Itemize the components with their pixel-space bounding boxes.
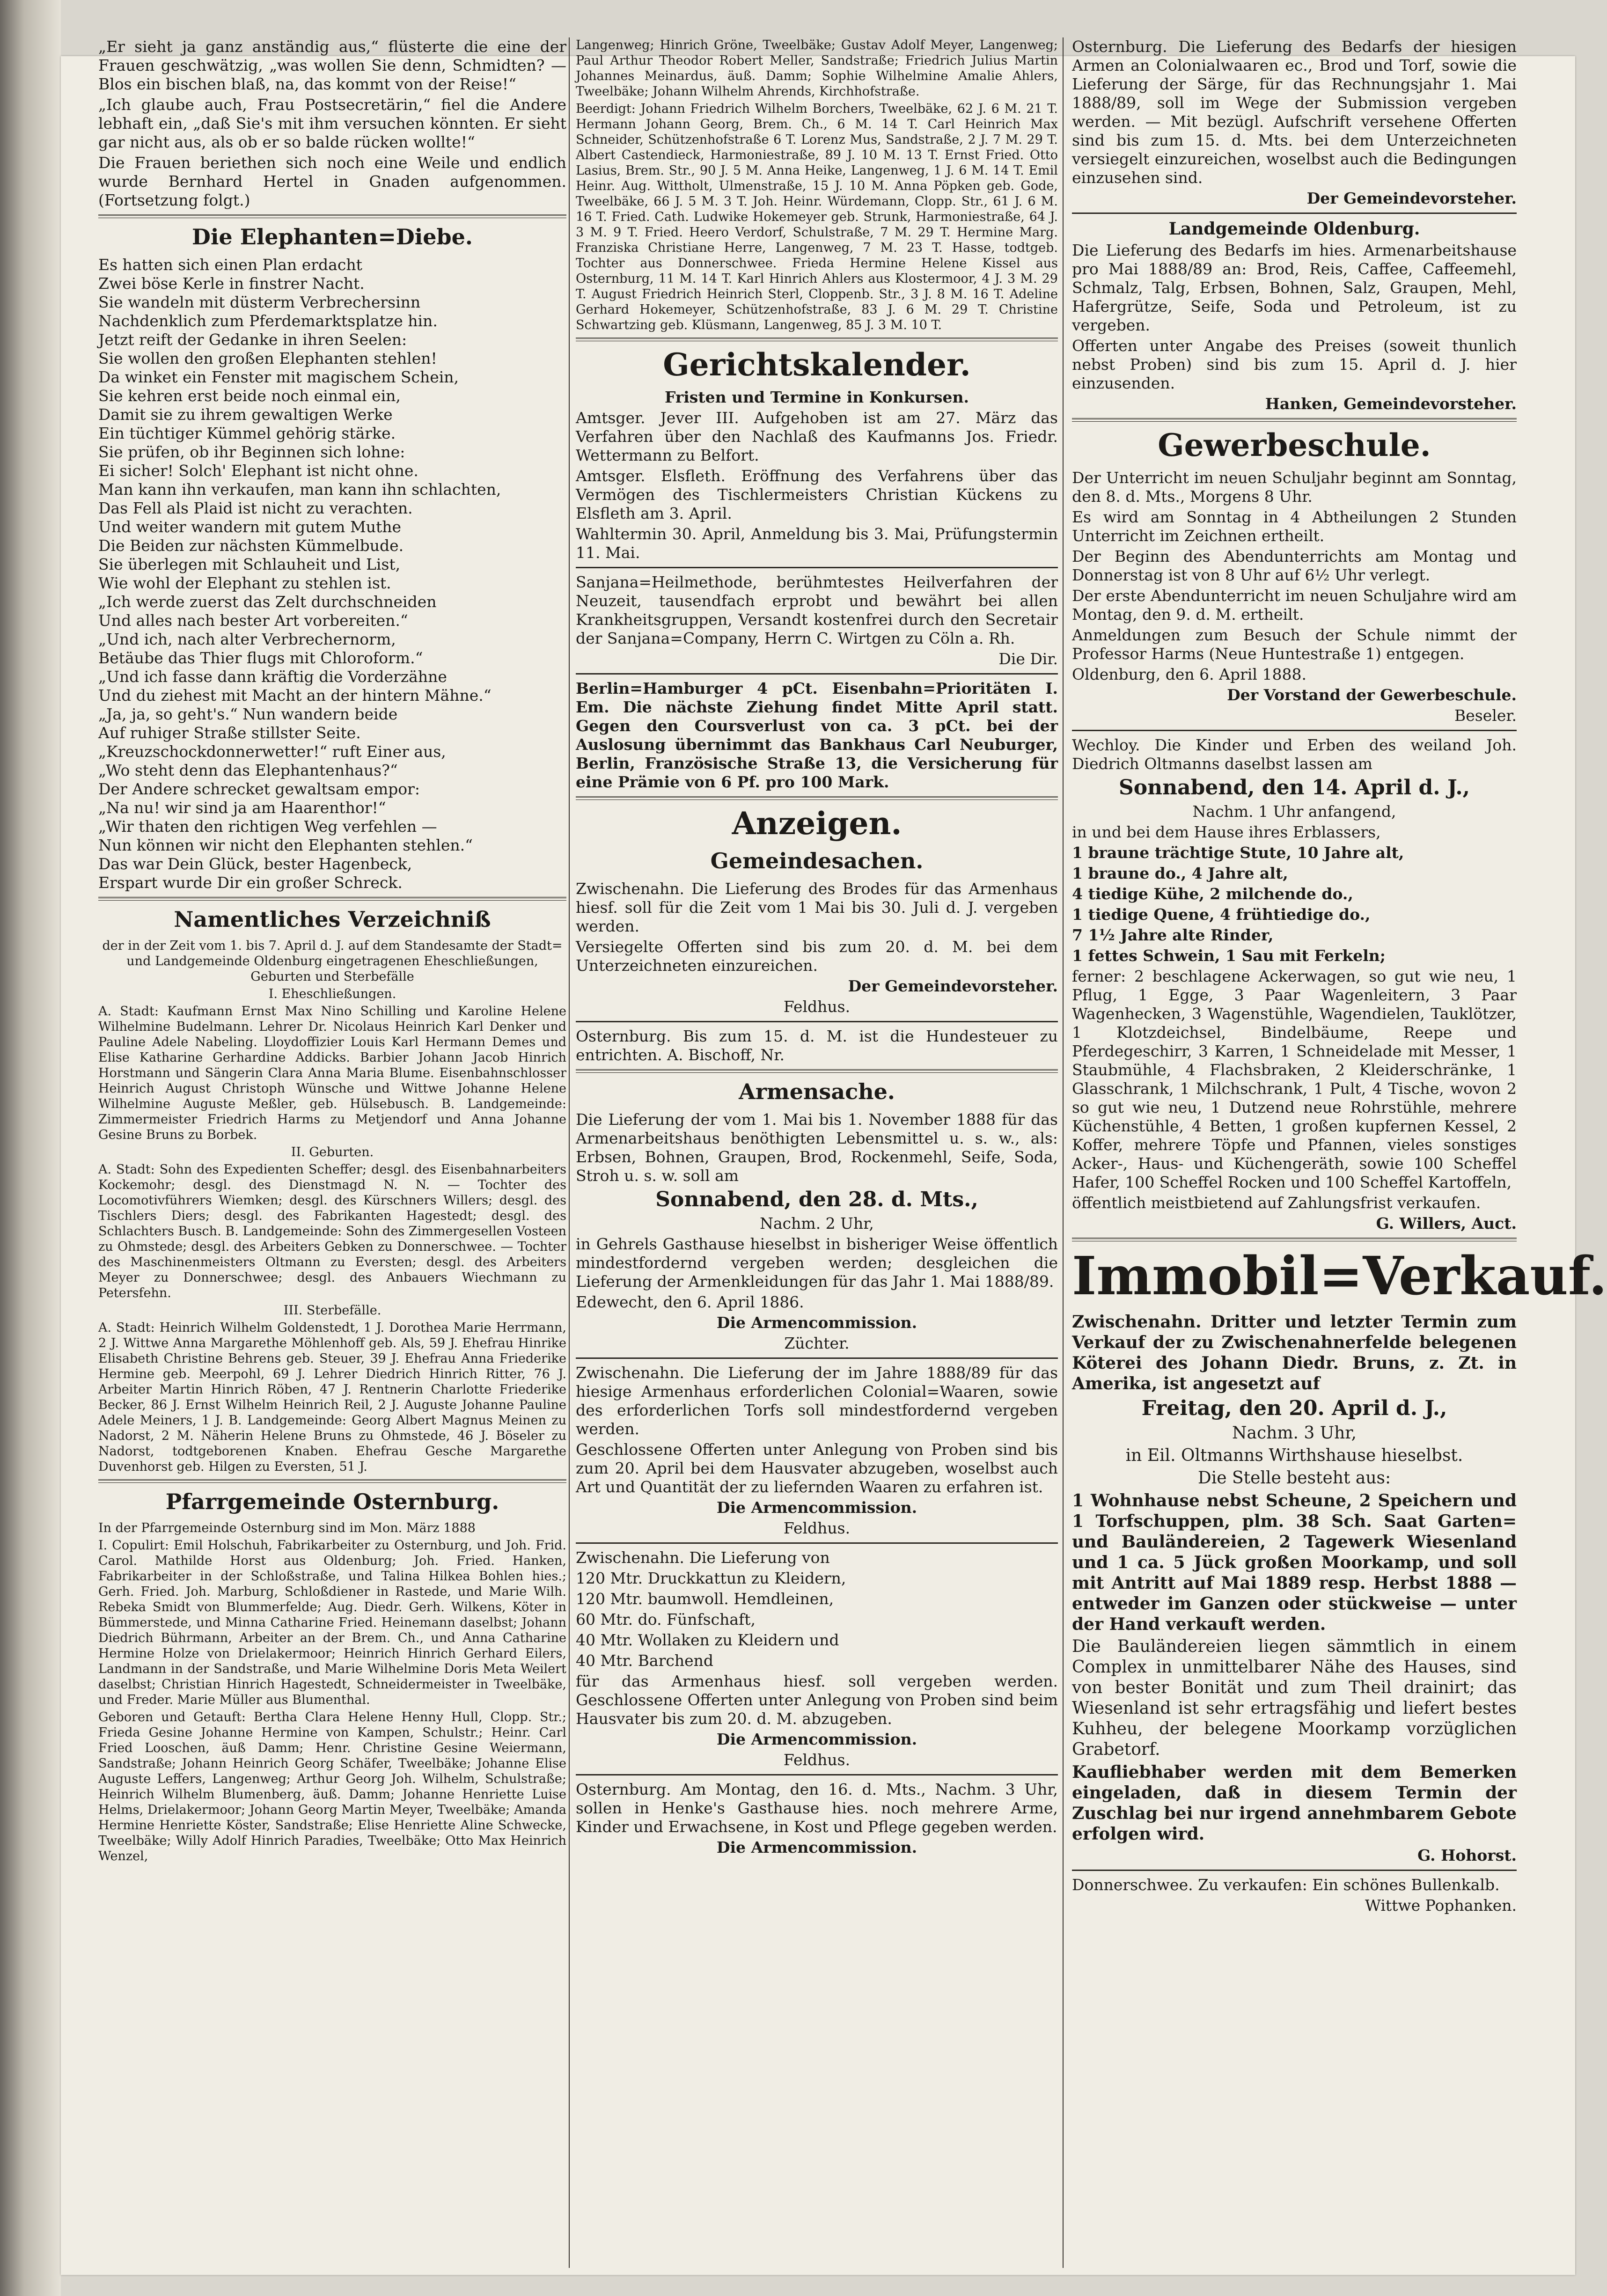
notice-text: in und bei dem Hause ihres Erblassers, — [1072, 823, 1381, 841]
register-section-text: A. Stadt: Heinrich Wilhelm Goldenstedt, 1 J. Dorothea Marie Herrmann, 2 J. Wittwe Anna Margarethe Möhlenhoff geb. Als, 59 J. Ehefrau Hinrike Elisabeth Christine Behrens geb. Steuer, 39 J. Ehefrau Anna Friederike Hermine geb. Meerpohl, 69 J. Lehrer Diedrich Hinrich Ritter, 76 J. Arbeiter Martin Hinrich Röben, 47 J. Rentnerin Charlotte Friederike Becker, 86 J. Ernst Wilhelm Heinrich Reil, 2 J. Auguste Johanne Pauline Adele Meiners, 1 J. B. Landgemeinde: Georg Albert Magnus Meinen zu Nadorst, 2 M. Näherin Helene Bruns zu Ohmstede, 46 J. Böseler zu Nadorst, todtgeborenen Knaben. Ehefrau Gesche Margarethe Duvenhorst geb. Hilgen zu Eversten, 51 J. — [98, 1320, 566, 1474]
notice-sign: Der Gemeindevorsteher. — [1306, 189, 1517, 207]
notice-text: Zwischenahn. Die Lieferung der im Jahre 1888/89 für das hiesige Armenhaus erforderlichen Colonial=Waaren, sowie des erforderlichen Torfs soll mindestfordernd vergeben werden. — [576, 1364, 1058, 1438]
court-calendar-title: Gerichtskalender. — [663, 346, 971, 383]
list-item: 1 fettes Schwein, 1 Sau mit Ferkeln; — [1072, 946, 1386, 965]
notice-sign: Wittwe Pophanken. — [1365, 1896, 1517, 1915]
poem-line: Damit sie zu ihrem gewaltigen Werke — [98, 405, 393, 424]
column-divider — [1063, 37, 1064, 2268]
poem-line: Man kann ihn verkaufen, man kann ihn schlachten, — [98, 480, 501, 499]
sanjana-ad: Sanjana=Heilmethode, berühmtestes Heilverfahren der Neuzeit, tausendfach erprobt und bewährt bei allen Krankheitsgruppen, Versandt kostenfrei durch den Secretair der Sanjana=Company, Herrn C. Wirtgen zu Cöln a. Rh. — [576, 573, 1058, 647]
notice-text: für das Armenhaus hiesf. soll vergeben werden. Geschlossene Offerten unter Anlegung von Proben sind beim Hausvater bis zum 20. d. M. abzugeben. — [576, 1672, 1058, 1728]
notice-text: 1 Wohnhause nebst Scheune, 2 Speichern und 1 Torfschuppen, plm. 38 Sch. Saat Garten= und Bauländereien, 2 Tagewerk Wiesenland und 1 ca. 5 Jück großen Moorkamp, und soll mit Antritt auf Mai 1889 resp. Herbst 1888 — entweder im Ganzen oder stückweise — unter der Hand verkauft werden. — [1072, 1491, 1517, 1634]
poem-line: Nun können wir nicht den Elephanten stehlen.“ — [98, 836, 473, 854]
notice-sign: Der Gemeindevorsteher. — [848, 977, 1058, 995]
poem-line: Das war Dein Glück, bester Hagenbeck, — [98, 855, 412, 873]
poem-line: Der Andere schrecket gewaltsam empor: — [98, 780, 420, 798]
poem-line: Jetzt reift der Gedanke in ihren Seelen: — [98, 330, 407, 349]
list-item: 7 1½ Jahre alte Rinder, — [1072, 926, 1274, 944]
notice-text: Donnerschwee. Zu verkaufen: Ein schönes Bullenkalb. — [1072, 1876, 1500, 1894]
notice-text: Es wird am Sonntag in 4 Abtheilungen 2 Stunden Unterricht im Zeichnen ertheilt. — [1072, 508, 1517, 545]
notice-place: Oldenburg, den 6. April 1888. — [1072, 665, 1306, 683]
section-rule — [98, 897, 566, 901]
court-entry: Wahltermin 30. April, Anmeldung bis 3. Mai, Prüfungstermin 11. Mai. — [576, 525, 1058, 562]
notice-sign: Die Armencommission. — [716, 1498, 917, 1517]
parish-title: Pfarrgemeinde Osternburg. — [165, 1489, 499, 1514]
notice-text: öffentlich meistbietend auf Zahlungsfrist verkaufen. — [1072, 1194, 1481, 1212]
notice-text: Der erste Abendunterricht im neuen Schuljahre wird am Montag, den 9. d. M. ertheilt. — [1072, 587, 1517, 624]
section-rule — [576, 1021, 1058, 1022]
register-section-head: III. Sterbefälle. — [283, 1303, 382, 1318]
poem-line: „Wir thaten den richtigen Weg verfehlen — — [98, 817, 437, 836]
land-title: Landgemeinde Oldenburg. — [1168, 219, 1420, 239]
notice-time: Nachm. 2 Uhr, — [760, 1214, 874, 1232]
notice-text: Offerten unter Angabe des Preises (soweit thunlich nebst Proben) sind bis zum 15. April d. J. hier einzusenden. — [1072, 337, 1517, 392]
notice-text: Zwischenahn. Die Lieferung des Brodes für das Armenhaus hiesf. soll für die Zeit vom 1 Mai bis 30. Juli d. J. vergeben werden. — [576, 880, 1058, 935]
section-rule — [1072, 1870, 1517, 1871]
notice-name: Beseler. — [1454, 706, 1517, 725]
poem-line: Ein tüchtiger Kümmel gehörig stärke. — [98, 424, 396, 442]
sanjana-sign: Die Dir. — [998, 650, 1058, 668]
notice-date: Freitag, den 20. April d. J., — [1141, 1396, 1447, 1420]
notice-text: Die Lieferung der vom 1. Mai bis 1. November 1888 für das Armenarbeitshaus benöthigten Lebensmittel u. s. w., als: Erbsen, Bohnen, Graupen, Brod, Rockenmehl, Seife, Soda, Stroh u. s. w. soll am — [576, 1110, 1058, 1185]
notice-text: Geschlossene Offerten unter Anlegung von Proben sind bis zum 20. April bei dem Hausvater abzugeben, woselbst auch Art und Quantität der zu liefernden Waaren zu erfahren ist. — [576, 1440, 1058, 1496]
poem-line: Die Beiden zur nächsten Kümmelbude. — [98, 536, 404, 555]
section-rule — [576, 337, 1058, 341]
list-item: 40 Mtr. Wollaken zu Kleidern und — [576, 1631, 839, 1649]
poem-line: „Na nu! wir sind ja am Haarenthor!“ — [98, 799, 386, 817]
list-item: 1 tiedige Quene, 4 frühtiedige do., — [1072, 905, 1371, 924]
notice-sign: Der Vorstand der Gewerbeschule. — [1227, 686, 1517, 704]
poem-line: „Wo steht denn das Elephantenhaus?“ — [98, 761, 398, 779]
section-rule — [1072, 213, 1517, 214]
list-item: 120 Mtr. Druckkattun zu Kleidern, — [576, 1569, 846, 1587]
story-paragraph: „Er sieht ja ganz anständig aus,“ flüsterte die eine der Frauen geschwätzig, „was wollen Sie denn, Schmidten? — Blos ein bischen blaß, na, das kommt von der Reise!“ — [98, 37, 566, 93]
parish-intro: In der Pfarrgemeinde Osternburg sind im Mon. März 1888 — [98, 1521, 476, 1535]
poem-line: Und alles nach bester Art vorbereiten.“ — [98, 611, 408, 630]
notice-text: Die Lieferung des Bedarfs im hies. Armenarbeitshause pro Mai 1888/89 an: Brod, Reis, Caffee, Caffeemehl, Schmalz, Talg, Erbsen, Bohnen, Salz, Graupen, Mehl, Hafergrütze, Seife, Soda und Petroleum, ist zu vergeben. — [1072, 241, 1517, 334]
poem-line: Ei sicher! Solch' Elephant ist nicht ohne. — [98, 462, 418, 480]
notice-text: Osternburg. Am Montag, den 16. d. Mts., Nachm. 3 Uhr, sollen in Henke's Gasthause hies. noch mehrere Arme, Kinder und Erwachsene, in Kost und Pflege gegeben werden. — [576, 1780, 1058, 1836]
notice-date: Sonnabend, den 14. April d. J., — [1119, 776, 1470, 800]
poem-line: „Kreuzschockdonnerwetter!“ ruft Einer aus, — [98, 742, 446, 761]
section-rule — [1072, 1238, 1517, 1241]
section-rule — [576, 1069, 1058, 1073]
poem-line: Sie wandeln mit düsterm Verbrechersinn — [98, 293, 421, 311]
notice-sign: G. Hohorst. — [1417, 1846, 1517, 1864]
notice-sign: Die Armencommission. — [716, 1838, 917, 1856]
poem-line: „Und ich, nach alter Verbrechernorm, — [98, 630, 396, 648]
poem — [98, 256, 566, 892]
notice-name: Feldhus. — [783, 1751, 851, 1769]
poem-line: Und du ziehest mit Macht an der hintern Mähne.“ — [98, 686, 492, 704]
notice-text: Die Stelle besteht aus: — [1197, 1468, 1391, 1488]
poem-line: Betäube das Thier flugs mit Chloroform.“ — [98, 649, 423, 667]
poem-line: Es hatten sich einen Plan erdacht — [98, 256, 362, 274]
notice-text: ferner: 2 beschlagene Ackerwagen, so gut wie neu, 1 Pflug, 1 Egge, 3 Paar Wagenleitern, 3 Paar Wagenhecken, 3 Wagenstühle, Wagendielen, Tauklötzer, 1 Klotzdeichsel, Bindelbäume, Reepe und Pferdegeschirr, 3 Karren, 1 Schneidelade mit Messer, 1 Staubmühle, 4 Flachsbraken, 2 Kleiderschränke, 1 Glasschrank, 1 Milchschrank, 1 Pult, 4 Tische, wovon 2 so gut wie neu, 1 Dutzend neue Rohrstühle, mehrere Küchenstühle, 4 Betten, 1 großen kupfernen Kessel, 2 Koffer, mehrere Töpfe und Pfannen, vieles sonstiges Acker-, Haus- und Küchengeräth, sowie 100 Scheffel Hafer, 100 Scheffel Rocken und 100 Scheffel Kartoffeln, — [1072, 967, 1517, 1191]
register-section-head: I. Eheschließungen. — [268, 987, 396, 1001]
list-item: 4 tiedige Kühe, 2 milchende do., — [1072, 885, 1353, 903]
section-rule — [576, 673, 1058, 675]
notice-text: Die Bauländereien liegen sämmtlich in einem Complex in unmittelbarer Nähe des Hauses, sind von bester Bonität und zum Theil drainirt; das Wiesenland ist sehr ertragsfähig und liefert bestes Kuhheu, der belegene Moorkamp vorzüglichen Grabetorf. — [1072, 1637, 1517, 1759]
list-item: 1 braune trächtige Stute, 10 Jahre alt, — [1072, 844, 1404, 862]
poem-line: Wie wohl der Elephant zu stehlen ist. — [98, 574, 391, 592]
section-rule — [1072, 418, 1517, 422]
section-rule — [98, 214, 566, 218]
notice-date: Sonnabend, den 28. d. Mts., — [655, 1188, 978, 1211]
section-rule — [576, 796, 1058, 800]
register-section-text: A. Stadt: Sohn des Expedienten Scheffer; desgl. des Eisenbahnarbeiters Kockemohr; desgl. des Dienstmagd N. N. — Tochter des Locomotivführers Wiemken; desgl. des Kürschners Willers; desgl. des Tischlers Diers; desgl. des Fabrikanten Hagestedt; desgl. des Schlachters Busch. B. Landgemeinde: Sohn des Zimmergesellen Vosteen zu Ohmstede; desgl. des Arbeiters Gebken zu Donnerschwee. — Tochter des Maschinenmeisters Oltmann zu Eversten; desgl. des Arbeiters Meyer zu Donnerschwee; desgl. des Anbauers Wiechmann zu Petersfehn. — [98, 1162, 566, 1300]
notice-text: in Eil. Oltmanns Wirthshause hieselbst. — [1125, 1446, 1463, 1465]
poem-line: Zwei böse Kerle in finstrer Nacht. — [98, 274, 365, 293]
story-paragraph: „Ich glaube auch, Frau Postsecretärin,“ fiel die Andere lebhaft ein, „daß Sie's mit ihm versuchen könnten. Er sieht gar nicht aus, als ob er so balde rücken wollte!“ — [98, 95, 566, 151]
court-entry: Amtsger. Jever III. Aufgehoben ist am 27. März das Verfahren über den Nachlaß des Kaufmanns Jos. Friedr. Wettermann zu Belfort. — [576, 409, 1058, 464]
list-item: 1 braune do., 4 Jahre alt, — [1072, 864, 1288, 882]
story-paragraph: Die Frauen beriethen sich noch eine Weile und endlich wurde Bernhard Hertel in Gnaden aufgenommen. (Fortsetzung folgt.) — [98, 154, 566, 209]
poem-line: Das Fell als Plaid ist nicht zu verachten. — [98, 499, 413, 517]
notice-text: Kaufliebhaber werden mit dem Bemerken eingeladen, daß in diesem Termin der Zuschlag bei nur irgend annehmbarem Gebote erfolgen wird. — [1072, 1762, 1517, 1844]
notice-sign: Die Armencommission. — [716, 1730, 917, 1748]
immobil-title: Immobil=Verkauf. — [1072, 1246, 1607, 1307]
armen-title: Armensache. — [739, 1079, 895, 1104]
notice-text: Zwischenahn. Dritter und letzter Termin zum Verkauf der zu Zwischenahnerfelde belegenen Köterei des Johann Diedr. Bruns, z. Zt. in Amerika, ist angesetzt auf — [1072, 1312, 1517, 1394]
parish-continued: Langenweg; Hinrich Gröne, Tweelbäke; Gustav Adolf Meyer, Langenweg; Paul Arthur Theodor Robert Meller, Sandstraße; Friedrich Julius Martin Johannes Meinardus, äuß. Damm; Sophie Wilhelmine Amalie Ahlers, Tweelbäke; Johann Wilhelm Ahrends, Kirchhofstraße. — [576, 38, 1058, 99]
court-subtitle: Fristen und Termine in Konkursen. — [665, 388, 969, 406]
poem-line: Sie kehren erst beide noch einmal ein, — [98, 387, 401, 405]
notice-place: Edewecht, den 6. April 1886. — [576, 1293, 804, 1311]
register-intro: der in der Zeit vom 1. bis 7. April d. J. auf dem Standesamte der Stadt= und Landgemeinde Oldenburg eingetragenen Eheschließungen, Geburten und Sterbefälle — [102, 939, 563, 984]
court-entry: Amtsger. Elsfleth. Eröffnung des Verfahrens über das Vermögen des Tischlermeisters Christian Kückens zu Elsfleth am 3. April. — [576, 467, 1058, 522]
poem-line: Nachdenklich zum Pferdemarktsplatze hin. — [98, 312, 438, 330]
register-section-head: II. Geburten. — [291, 1145, 374, 1159]
section-rule — [576, 1774, 1058, 1775]
notice-time: Nachm. 3 Uhr, — [1232, 1423, 1357, 1443]
poem-line: „Ja, ja, so geht's.“ Nun wandern beide — [98, 705, 398, 723]
column-1 — [98, 37, 566, 2268]
poem-line: Sie überlegen mit Schlauheit und List, — [98, 555, 401, 573]
list-item: 120 Mtr. baumwoll. Hemdleinen, — [576, 1590, 834, 1608]
parish-buried: Beerdigt: Johann Friedrich Wilhelm Borchers, Tweelbäke, 62 J. 6 M. 21 T. Hermann Johann Georg, Brem. Ch., 6 M. 14 T. Carl Heinrich Max Schneider, Schützenhofstraße 6 T. Lorenz Mus, Sandstraße, 2 J. 7 M. 29 T. Albert Castendieck, Harmoniestraße, 89 J. 10 M. 13 T. Ernst Fried. Otto Lasius, Brem. Str., 90 J. 5 M. Anna Heike, Langenweg, 1 J. 6 M. 14 T. Emil Heinr. Aug. Wittholt, Ulmenstraße, 15 J. 10 M. Anna Pöpken geb. Gode, Tweelbäke, 66 J. 5 M. 3 T. Joh. Heinr. Würdemann, Clopp. Str., 61 J. 6 M. 16 T. Fried. Cath. Ludwike Hokemeyer geb. Strunk, Harmoniestraße, 64 J. 3 M. 9 T. Fried. Heero Verdorf, Schulstraße, 7 M. 29 T. Hermine Marg. Franziska Christiane Herre, Langenweg, 7 M. 23 T. Hasse, todtgeb. Tochter aus Donnerschwee. Frieda Hermine Helene Kissel aus Osternburg, 11 M. 14 T. Karl Hinrich Ahlers aus Klostermoor, 4 J. 3 M. 29 T. August Friedrich Heinrich Sterl, Cloppenb. Str., 3 J. 8 M. 16 T. Adeline Gerhard Hokemeyer, Schützenhofstraße, 83 J. 6 M. 29 T. Christine Schwartzing geb. Klüsmann, Langenweg, 85 J. 3 M. 10 T. — [576, 102, 1058, 332]
parish-text: Geboren und Getauft: Bertha Clara Helene Henny Hull, Clopp. Str.; Frieda Gesine Johanne Hermine von Kampen, Schulstr.; Heinr. Carl Fried Looschen, äuß Damm; Henr. Christine Gesine Weiermann, Sandstraße; Johann Heinrich Georg Schäfer, Tweelbäke; Johanne Elise Auguste Leffers, Langenweg; Arthur Georg Joh. Wilhelm, Schulstraße; Heinrich Wilhelm Blumenberg, äuß. Damm; Johanne Henriette Luise Helms, Drielakermoor; Johann Georg Martin Meyer, Tweelbäke; Amanda Hermine Henriette Köster, Sandstraße; Elise Henriette Aline Schwecke, Tweelbäke; Willy Adolf Hinrich Paradies, Tweelbäke; Otto Max Heinrich Wenzel, — [98, 1710, 566, 1863]
book-spine — [0, 0, 61, 2296]
notice-text: Der Beginn des Abendunterrichts am Montag und Donnerstag ist von 8 Uhr auf 6½ Uhr verlegt. — [1072, 547, 1517, 584]
poem-line: Und weiter wandern mit gutem Muthe — [98, 518, 402, 536]
column-divider — [569, 37, 570, 2268]
notice-text: Anmeldungen zum Besuch der Schule nimmt der Professor Harms (Neue Huntestraße 1) entgegen. — [1072, 626, 1517, 663]
notice-text: Zwischenahn. Die Lieferung von — [576, 1548, 830, 1567]
section-rule — [576, 567, 1058, 568]
section-rule — [98, 1479, 566, 1483]
notice-name: Züchter. — [784, 1334, 850, 1352]
notice-sign: Die Armencommission. — [716, 1313, 917, 1332]
section-rule — [576, 1542, 1058, 1544]
ads-title: Anzeigen. — [732, 805, 902, 842]
notice-time: Nachm. 1 Uhr anfangend, — [1192, 802, 1396, 821]
poem-line: Sie wollen den großen Elephanten stehlen! — [98, 349, 437, 367]
poem-line: Sie prüfen, ob ihr Beginnen sich lohne: — [98, 443, 405, 461]
poem-line: Erspart wurde Dir ein großer Schreck. — [98, 873, 403, 892]
poem-title: Die Elephanten=Diebe. — [192, 224, 473, 249]
notice-sign: G. Willers, Auct. — [1376, 1214, 1517, 1232]
gemeinde-title: Gemeindesachen. — [710, 848, 924, 873]
gewerbeschule-title: Gewerbeschule. — [1158, 427, 1431, 463]
register-section-text: A. Stadt: Kaufmann Ernst Max Nino Schilling und Karoline Helene Wilhelmine Budelmann. Lehrer Dr. Nicolaus Heinrich Karl Denker und Pauline Adele Nabeling. Lloydoffizier Louis Karl Hermann Demes und Elise Katharine Gerhardine Addicks. Barbier Johann Jacob Hinrich Horstmann und Sängerin Clara Anna Maria Blume. Eisenbahnschlosser Heinrich August Christoph Wünsche und Wittwe Johanne Helene Wilhelmine Auguste Meßler, geb. Hülsebusch. B. Landgemeinde: Zimmermeister Friedrich Harms zu Metjendorf und Anna Johanne Gesine Bruns zu Borbek. — [98, 1004, 566, 1142]
berlin-ad: Berlin=Hamburger 4 pCt. Eisenbahn=Prioritäten I. Em. Die nächste Ziehung findet Mitte April statt. Gegen den Coursverlust von ca. 3 pCt. bei der Auslosung übernimmt das Bankhaus Carl Neuburger, Berlin, Französische Straße 13, die Versicherung für eine Prämie von 6 Pf. pro 100 Mark. — [576, 679, 1058, 791]
list-item: 60 Mtr. do. Fünfschaft, — [576, 1610, 756, 1628]
notice-name: Feldhus. — [783, 998, 851, 1016]
register-title: Namentliches Verzeichniß — [174, 907, 491, 932]
notice-text: Osternburg. Bis zum 15. d. M. ist die Hundesteuer zu entrichten. A. Bischoff, Nr. — [576, 1027, 1058, 1064]
section-rule — [1072, 730, 1517, 731]
notice-text: Wechloy. Die Kinder und Erben des weiland Joh. Diedrich Oltmanns daselbst lassen am — [1072, 736, 1517, 773]
poem-line: „Ich werde zuerst das Zelt durchschneiden — [98, 593, 437, 611]
section-rule — [576, 1357, 1058, 1359]
list-item: 40 Mtr. Barchend — [576, 1651, 714, 1670]
column-3 — [1072, 37, 1607, 2268]
parish-text: I. Copulirt: Emil Holschuh, Fabrikarbeiter zu Osternburg, und Joh. Frid. Carol. Mathilde Horst aus Oldenburg; Joh. Fried. Hanken, Fabrikarbeiter in der Schloßstraße, und Talina Hilkea Bohlen hies.; Gerh. Fried. Joh. Marburg, Schloßdiener in Rastede, und Marie Wilh. Rebeka Smidt von Blummerfelde; Aug. Diedr. Gerh. Wilkens, Köter in Bümmerstede, und Minna Catharine Fried. Heinemann daselbst; Johann Diedrich Bührmann, Arbeiter an der Brem. Ch., und Anna Catharine Hermine Holze von Drielakermoor; Heinrich Hinrich Gerhard Eilers, Landmann in der Sandstraße, und Marie Wilhelmine Doris Meta Weilert daselbst; Christian Hinrich Hagestedt, Schneidermeister in Tweelbäke, und Freder. Marie Müller aus Blumenthal. — [98, 1538, 566, 1707]
poem-line: Da winket ein Fenster mit magischem Schein, — [98, 368, 459, 386]
column-2 — [576, 37, 1058, 2268]
notice-text: in Gehrels Gasthause hieselbst in bisheriger Weise öffentlich mindestfordernd vergeben werden; desgleichen die Lieferung der Armenkleidungen für das Jahr 1. Mai 1888/89. — [576, 1235, 1058, 1291]
notice-text: Versiegelte Offerten sind bis zum 20. d. M. bei dem Unterzeichneten einzureichen. — [576, 938, 1058, 975]
notice-text: Osternburg. Die Lieferung des Bedarfs der hiesigen Armen an Colonialwaaren ec., Brod und Torf, sowie die Lieferung der Särge, für das Rechnungsjahr 1. Mai 1888/89, soll im Wege der Submission vergeben werden. — Mit bezügl. Aufschrift versehene Offerten sind bis zum 15. d. Mts. bei dem Unterzeichneten versiegelt einzureichen, woselbst auch die Bedingungen einzusehen sind. — [1072, 37, 1517, 187]
notice-text: Der Unterricht im neuen Schuljahr beginnt am Sonntag, den 8. d. Mts., Morgens 8 Uhr. — [1072, 469, 1517, 506]
poem-line: „Und ich fasse dann kräftig die Vorderzähne — [98, 668, 447, 686]
notice-name: Feldhus. — [783, 1519, 851, 1537]
notice-sign: Hanken, Gemeindevorsteher. — [1265, 395, 1517, 413]
poem-line: Auf ruhiger Straße stillster Seite. — [98, 724, 361, 742]
